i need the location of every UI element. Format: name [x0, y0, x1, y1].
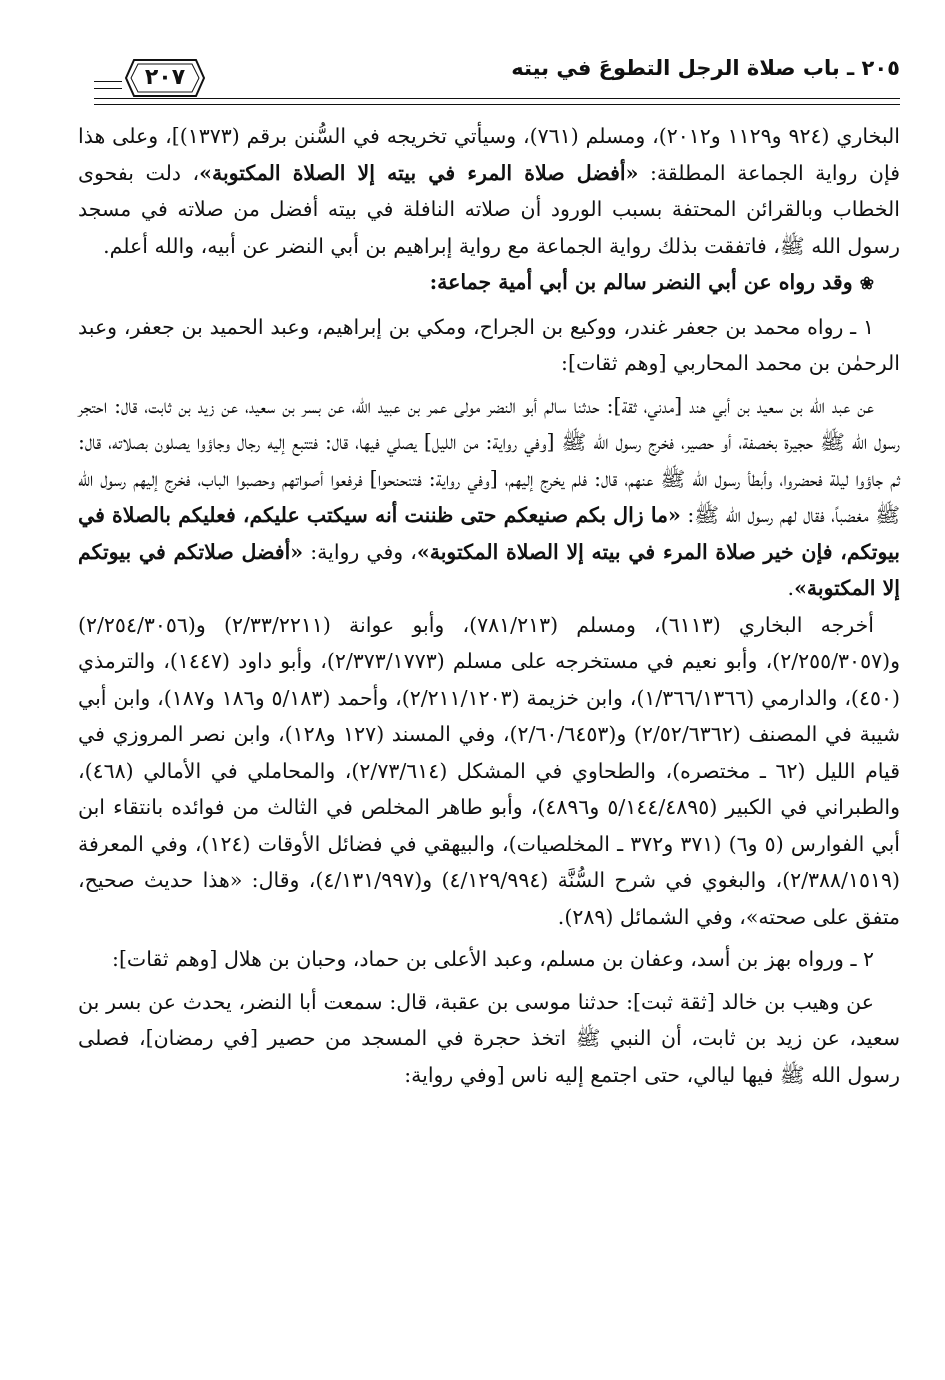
text: ، وفي رواية:: [303, 539, 417, 564]
header-rule: [94, 98, 900, 105]
hadith1: [78, 388, 900, 607]
item2-intro: ٢ ـ ورواه بهز بن أسد، وعفان بن مسلم، وعبد الأعلى بن حماد، وحبان بن هلال [وهم ثقات]:: [112, 947, 874, 971]
paragraph-intro: [78, 118, 900, 264]
book-page: [78, 38, 900, 1368]
hadith2: عن وهيب بن خالد [ثقة ثبت]: حدثنا موسى بن عقبة، قال: سمعت أبا النضر، يحدث عن بسر بن سعيد، عن زيد بن ثابت، أن النبي ﷺ اتخذ حجرة في المسجد من حصير [في رمضان]، فصلى رسول الله ﷺ فيها ليالي، حتى اجتمع إليه ناس [وفي رواية:: [78, 989, 900, 1087]
text: البخاري (٩٢٤ و١١٢٩ و٢٠١٢)، ومسلم (٧٦١)، وسيأتي تخريجه في السُّنن برقم (١٣٧٣)]، وعلى هذا فإن رواية الجماعة المطلقة:: [78, 124, 900, 185]
bold-quote: «أفضل صلاتكم في بيوتكم إلا المكتوبة»: [78, 539, 900, 600]
page-number-frame: [124, 58, 206, 98]
section-heading: [78, 264, 900, 303]
bold-quote: «ما زال بكم صنيعكم حتى ظننت أنه سيكتب عليكم، فعليكم بالصلاة في بيوتكم، فإن خير صلاة المرء في بيته إلا الصلاة المكتوبة»: [78, 503, 900, 564]
text: .: [787, 576, 795, 600]
page-number: ٢٠٧: [144, 65, 186, 90]
page-body: [78, 118, 900, 1093]
header-rule-left: [94, 81, 122, 89]
running-title: ٢٠٥ ـ باب صلاة الرجل التطوعَ في بيته: [511, 56, 900, 80]
flower-icon: ❀: [859, 274, 874, 294]
takhrij-paragraph: أخرجه البخاري (٦١١٣)، ومسلم (٧٨١/٢١٣)، وأبو عوانة (٢/٣٣/٢٢١١) و(٢/٢٥٤/٣٠٥٦) و(٢/٢٥٥/٣٠٥٧)، وأبو نعيم في مستخرجه على مسلم (٢/٣٧٣/١٧٧٣)، وأبو داود (١٤٤٧)، والترمذي (٤٥٠)، والدارمي (١/٣٦٦/١٣٦٦)، وابن خزيمة (٢/٢١١/١٢٠٣)، وأحمد (٥/١٨٣ و١٨٦ و١٨٧)، وابن أبي شيبة في المصنف (٢/٥٢/٦٣٦٢) و(٢/٦٠/٦٤٥٣)، وفي المسند (١٢٧ و١٢٨)، وابن نصر المروزي في قيام الليل (٦٢ ـ مختصره)، والطحاوي في المشكل (٢/٧٣/٦١٤)، والمحاملي في الأمالي (٤٦٨)، والطبراني في الكبير (٥/١٤٤/٤٨٩٥ و٤٨٩٦)، وأبو طاهر المخلص في الثالث من فوائده بانتقاء ابن أبي الفوارس (٥ و٦) (٣٧١ و٣٧٢ ـ المخلصيات)، والبيهقي في فضائل الأوقات (١٢٤)، وفي المعرفة (٢/٣٨٨/١٥١٩)، والبغوي في شرح السُّنَّة (٤/١٢٩/٩٩٤) و(٤/١٣١/٩٩٧)، وقال: «هذا حديث صحيح، متفق على صحته»، وفي الشمائل (٢٨٩).: [78, 612, 901, 929]
item1-intro: ١ ـ رواه محمد بن جعفر غندر، ووكيع بن الجراح، ومكي بن إبراهيم، وعبد الحميد بن جعفر، وعبد الرحمٰن بن محمد المحاربي [وهم ثقات]:: [78, 314, 900, 375]
text: عن عبد الله بن سعيد بن أبي هند [مدني، ثقة]: حدثنا سالم أبو النضر مولى عمر بن عبيد الله، عن بسر بن سعيد، عن زيد بن ثابت، قال: احتجر رسول الله ﷺ حجيرة بخصفة، أو حصير، فخرج رسول الله ﷺ [وفي رواية: من الليل] يصلي فيها، قال: فتتبع إليه رجال وجاؤوا يصلون بصلاته، قال: ثم جاؤوا ليلة فحضروا، وأبطأ رسول الله ﷺ عنهم، قال: فلم يخرج إليهم، [وفي رواية: فتنحنحوا] فرفعوا أصواتهم وحصبوا الباب، فخرج إليهم رسول الله ﷺ مغضباً، فقال لهم رسول الله ﷺ:: [78, 393, 900, 527]
text: ، دلت بفحوى الخطاب وبالقرائن المحتفة بسبب الورود أن صلاته النافلة في بيته أفضل من صلاته في مسجد رسول الله ﷺ، فاتفقت بذلك رواية الجماعة مع رواية إبراهيم بن أبي النضر عن أبيه، والله أعلم.: [78, 160, 900, 258]
section-heading-text: وقد رواه عن أبي النضر سالم بن أبي أمية جماعة:: [429, 270, 860, 294]
bold-quote: «أفضل صلاة المرء في بيته إلا الصلاة المكتوبة»: [199, 160, 639, 185]
page-header: [78, 38, 900, 98]
